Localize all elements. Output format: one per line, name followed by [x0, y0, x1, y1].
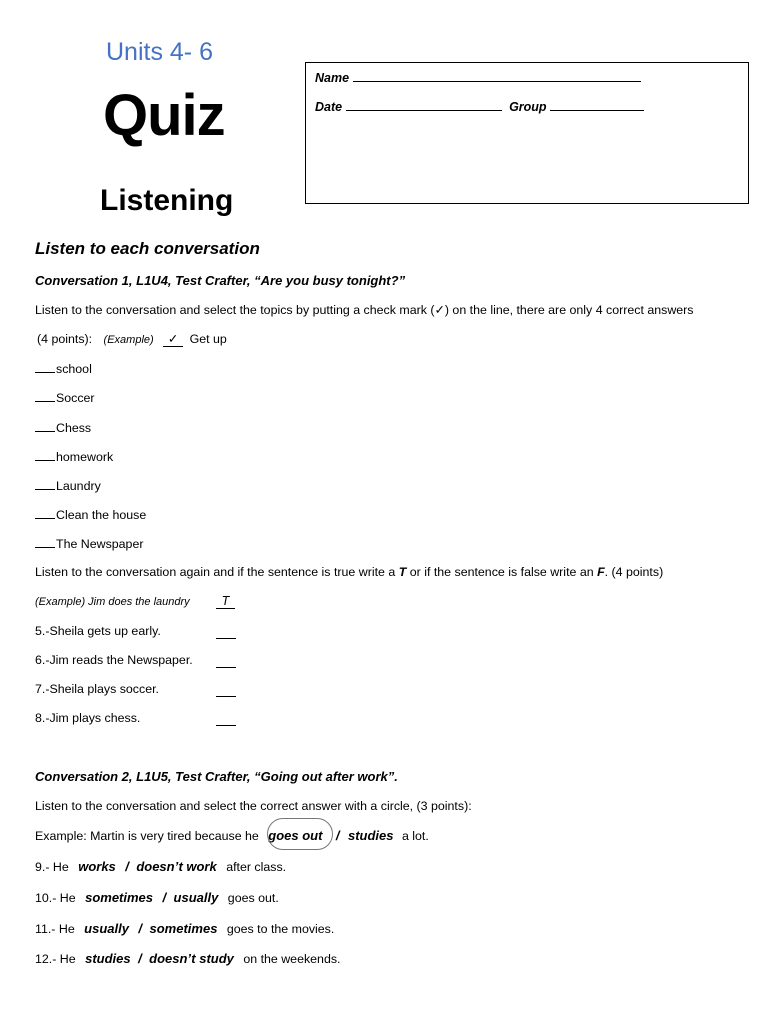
option-2[interactable]: doesn’t study	[149, 951, 234, 966]
topic-label: school	[56, 362, 92, 376]
listen-heading: Listen to each conversation	[35, 239, 260, 258]
topic-label: Soccer	[56, 391, 95, 405]
statement-8: 8.-Jim plays chess.	[35, 711, 141, 725]
conversation-1-instructions: Listen to the conversation and select the topics by putting a check mark (✓) on the line, there are only 4 correct answers	[35, 303, 694, 317]
question-9	[35, 859, 286, 874]
tf-instr-part: or if the sentence is false write an	[409, 565, 594, 579]
group-label: Group	[509, 100, 547, 114]
option-1[interactable]: works	[78, 859, 116, 874]
statement-5: 5.-Sheila gets up early.	[35, 624, 161, 638]
topic-item-homework	[35, 448, 113, 464]
name-row	[315, 69, 641, 85]
tf-instr-part: . (4 points)	[604, 565, 664, 579]
question-number: 12.- He	[35, 952, 76, 966]
option-2[interactable]: sometimes	[149, 921, 218, 936]
example-option-2: studies	[347, 828, 394, 843]
question-10	[35, 890, 279, 905]
units-title: Units 4- 6	[106, 38, 213, 66]
check-mark-icon: ✓	[163, 331, 183, 347]
answer-line-5[interactable]	[216, 625, 236, 644]
topic-item-clean-the-house	[35, 506, 146, 522]
example-prefix: Example: Martin is very tired because he	[35, 829, 259, 843]
topic-label: homework	[56, 450, 114, 464]
check-line[interactable]	[35, 448, 55, 461]
option-separator: /	[162, 890, 167, 905]
topic-label: The Newspaper	[56, 537, 144, 551]
question-number: 11.- He	[35, 922, 75, 936]
example-row	[37, 331, 227, 347]
tf-instr-part: Listen to the conversation again and if the sentence is true write a	[35, 565, 396, 579]
topic-item-soccer	[35, 389, 95, 405]
group-field[interactable]	[550, 98, 644, 111]
date-group-row	[315, 98, 644, 114]
name-label: Name	[315, 71, 350, 85]
check-line[interactable]	[35, 389, 55, 402]
answer-line-8[interactable]	[216, 712, 236, 731]
example-option-1: goes out	[268, 828, 323, 843]
option-separator: /	[125, 859, 129, 874]
check-line[interactable]	[35, 419, 55, 432]
answer-line-6[interactable]	[216, 654, 236, 673]
tf-example: (Example) Jim does the laundry	[35, 596, 190, 608]
option-2[interactable]: usually	[173, 890, 219, 905]
date-label: Date	[315, 100, 343, 114]
tf-letter-t: T	[398, 565, 407, 579]
statement-6: 6.-Jim reads the Newspaper.	[35, 653, 193, 667]
question-suffix: after class.	[226, 860, 287, 874]
question-number: 10.- He	[35, 891, 76, 905]
tf-example-answer: T	[216, 594, 235, 609]
topic-item-chess	[35, 419, 91, 435]
conversation-2-instructions: Listen to the conversation and select the correct answer with a circle, (3 points):	[35, 799, 472, 813]
topic-label: Clean the house	[56, 508, 147, 522]
check-line[interactable]	[35, 360, 55, 373]
example-suffix: a lot.	[401, 829, 429, 843]
topic-item-school	[35, 360, 92, 376]
topic-item-newspaper	[35, 535, 143, 551]
example-question	[35, 828, 429, 843]
tf-letter-f: F	[597, 565, 605, 579]
question-12	[35, 951, 340, 966]
question-suffix: goes out.	[227, 891, 279, 905]
answer-circle	[267, 818, 333, 850]
question-number: 9.- He	[35, 860, 69, 874]
option-separator: /	[138, 921, 143, 936]
example-item: Get up	[189, 332, 227, 346]
points-label: (4 points):	[37, 332, 93, 346]
name-field[interactable]	[353, 69, 641, 82]
section-title: Listening	[100, 184, 234, 217]
check-line[interactable]	[35, 506, 55, 519]
check-line[interactable]	[35, 477, 55, 490]
topic-label: Chess	[56, 421, 92, 435]
true-false-instructions	[35, 565, 663, 579]
question-suffix: goes to the movies.	[226, 922, 335, 936]
student-info-box	[305, 62, 749, 204]
conversation-2-title: Conversation 2, L1U5, Test Crafter, “Going out after work”.	[35, 769, 398, 784]
answer-line-7[interactable]	[216, 683, 236, 702]
example-separator: /	[335, 828, 340, 843]
option-separator: /	[138, 951, 142, 966]
quiz-title: Quiz	[103, 83, 225, 148]
option-1[interactable]: sometimes	[85, 890, 154, 905]
option-1[interactable]: usually	[84, 921, 129, 936]
option-1[interactable]: studies	[85, 951, 131, 966]
topic-item-laundry	[35, 477, 101, 493]
question-11	[35, 921, 334, 936]
date-field[interactable]	[346, 98, 502, 111]
statement-7: 7.-Sheila plays soccer.	[35, 682, 159, 696]
example-label: (Example)	[103, 334, 154, 346]
question-suffix: on the weekends.	[243, 952, 341, 966]
option-2[interactable]: doesn’t work	[136, 859, 217, 874]
topic-label: Laundry	[56, 479, 101, 493]
conversation-1-title: Conversation 1, L1U4, Test Crafter, “Are you busy tonight?”	[35, 273, 406, 288]
check-line[interactable]	[35, 535, 55, 548]
